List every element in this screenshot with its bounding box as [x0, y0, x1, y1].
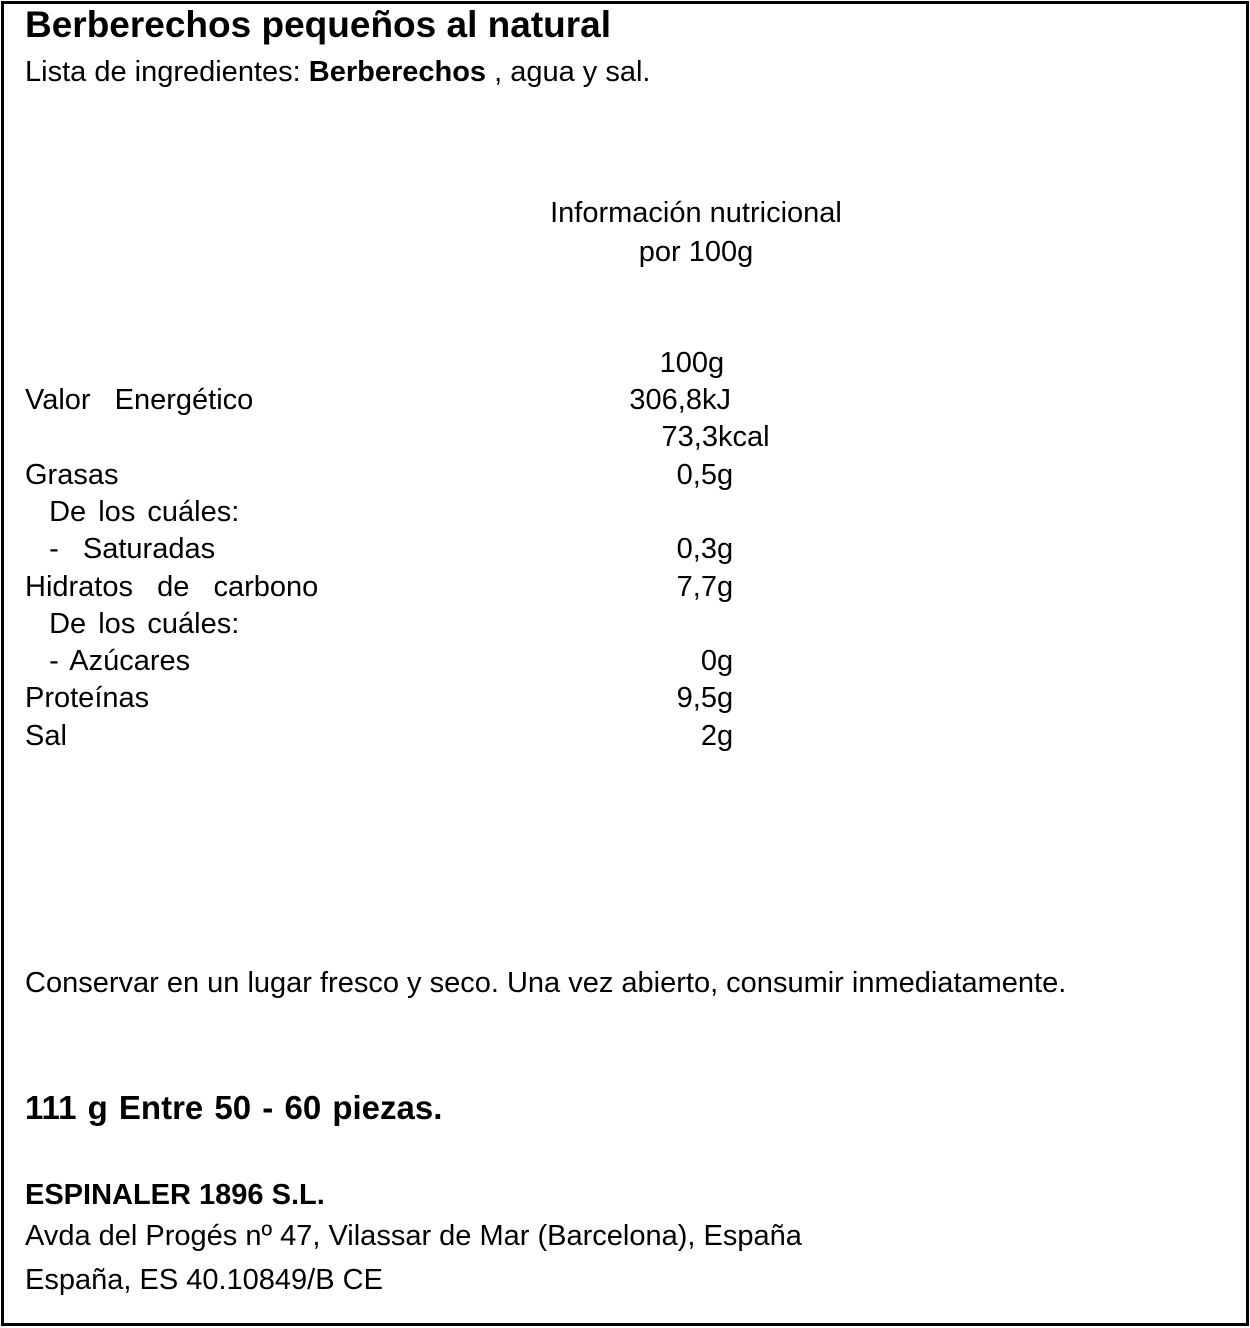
- nutrition-row-number: 0,3: [676, 533, 717, 565]
- nutrition-column-header: [660, 349, 735, 378]
- nutrition-row-unit: kcal: [718, 421, 770, 453]
- nutrition-row-label: Hidratos de carbono: [25, 571, 319, 603]
- nutrition-row-unit: g: [717, 645, 734, 677]
- nutrition-row-number: 2: [700, 720, 717, 752]
- nutrition-row-number: 306,8: [629, 384, 702, 416]
- company-address: Avda del Progés nº 47, Vilassar de Mar (Barcelona), España: [25, 1220, 802, 1252]
- ingredients-bold: Berberechos: [308, 56, 487, 88]
- nutrition-row-unit: g: [717, 682, 734, 714]
- nutrition-row-value: [677, 535, 735, 564]
- nutrition-row-label: - Azúcares: [25, 645, 191, 677]
- nutrition-row-value: [662, 423, 775, 452]
- company-registry: España, ES 40.10849/B CE: [25, 1264, 383, 1296]
- company-name: ESPINALER 1896 S.L.: [25, 1179, 325, 1211]
- nutrition-row-label: De los cuáles:: [25, 496, 240, 528]
- net-weight: 111 g Entre 50 - 60 piezas.: [25, 1089, 443, 1126]
- ingredients-suffix: , agua y sal.: [486, 56, 651, 88]
- nutrition-row-number: 0: [700, 645, 717, 677]
- product-title: Berberechos pequeños al natural: [25, 4, 612, 45]
- nutrition-row-unit: g: [717, 533, 734, 565]
- nutrition-row-value: [677, 684, 735, 713]
- nutrition-per: por 100g: [638, 236, 754, 268]
- nutrition-row-label: Grasas: [25, 459, 119, 491]
- nutrition-row-number: 73,3: [661, 421, 718, 453]
- nutrition-row-unit: kJ: [702, 384, 731, 416]
- nutrition-row-label: De los cuáles:: [25, 608, 240, 640]
- nutrition-row-number: 0,5: [676, 459, 717, 491]
- nutrition-row-number: 9,5: [676, 682, 717, 714]
- nutrition-heading: Información nutricional: [550, 197, 842, 229]
- nutrition-row-label: - Saturadas: [25, 533, 216, 565]
- nutrition-row-label: Valor Energético: [25, 384, 254, 416]
- nutrition-row-value: [701, 722, 735, 751]
- nutrition-row-value: [677, 573, 735, 602]
- nutrition-row-value: [629, 386, 735, 415]
- nutrition-row-unit: g: [717, 459, 734, 491]
- nutrition-row-label: Sal: [25, 720, 67, 752]
- storage-instructions: Conservar en un lugar fresco y seco. Una vez abierto, consumir inmediatamente.: [25, 967, 1067, 999]
- nutrition-row-unit: g: [717, 571, 734, 603]
- nutrition-row-value: [677, 461, 735, 490]
- column-header-num: 100: [659, 347, 708, 379]
- nutrition-row-unit: g: [717, 720, 734, 752]
- ingredients-list: [25, 58, 651, 87]
- nutrition-row-value: [701, 647, 735, 676]
- nutrition-row-label: Proteínas: [25, 682, 150, 714]
- nutrition-row-number: 7,7: [676, 571, 717, 603]
- column-header-unit: g: [708, 347, 725, 379]
- ingredients-prefix: Lista de ingredientes:: [25, 56, 309, 88]
